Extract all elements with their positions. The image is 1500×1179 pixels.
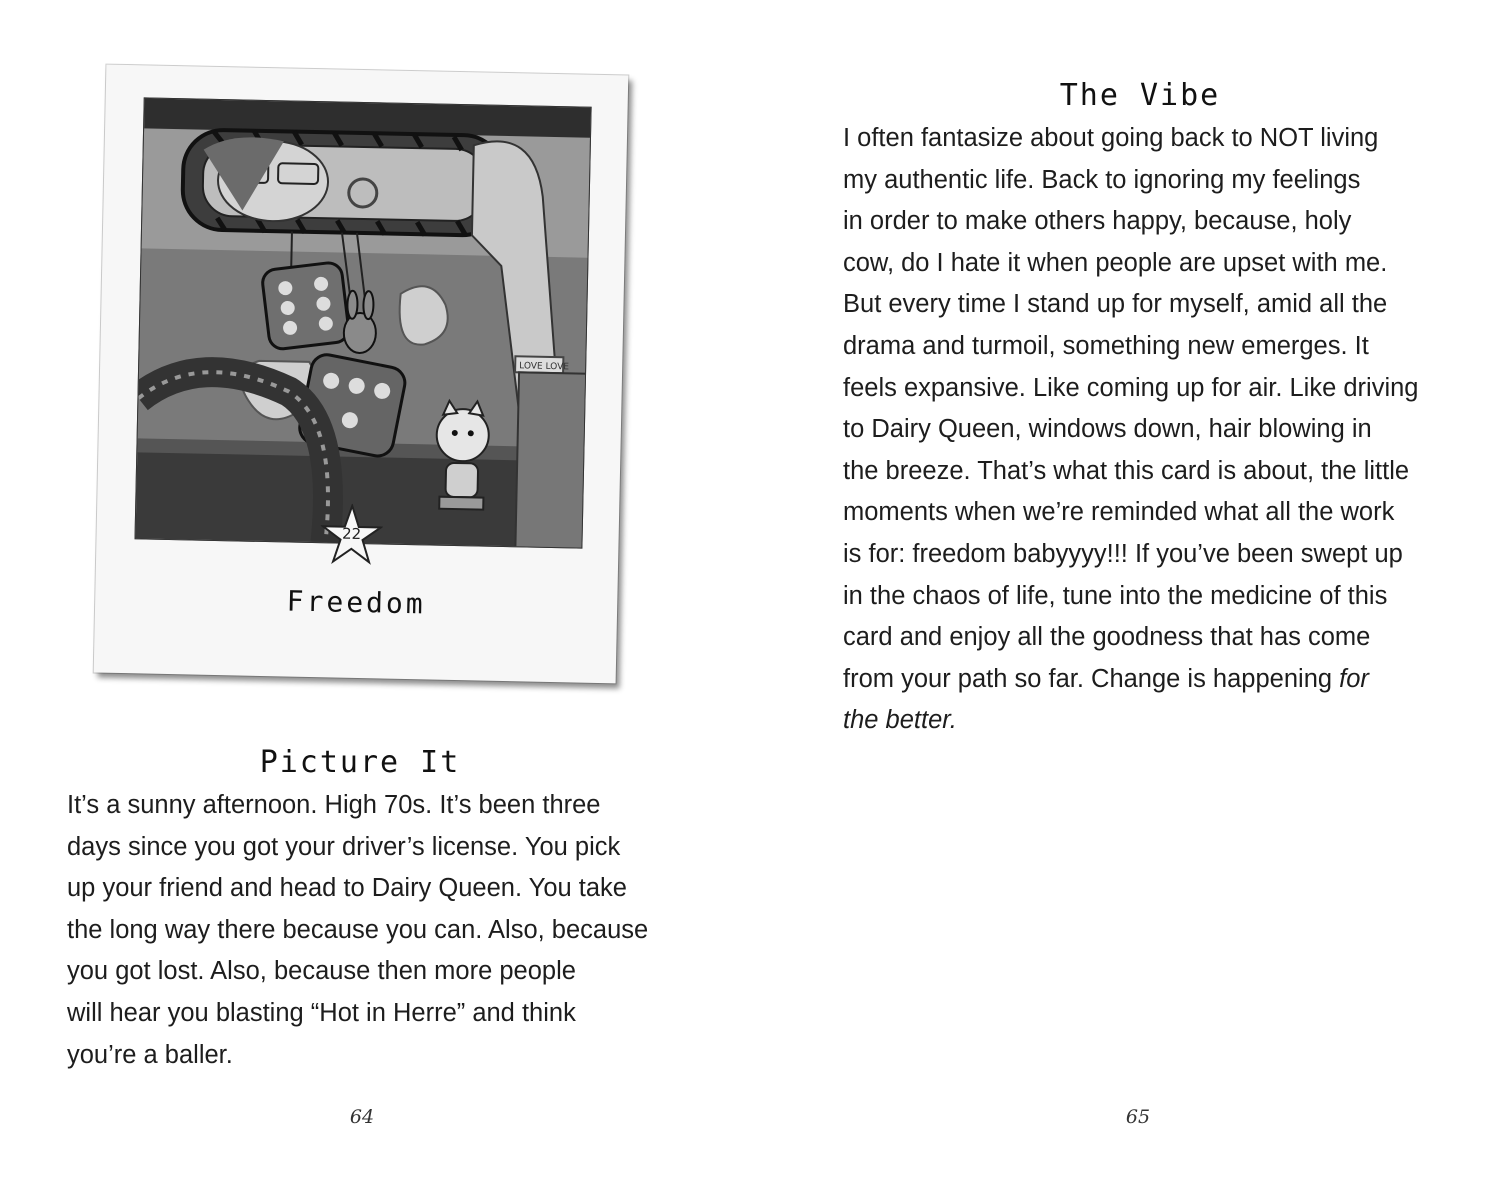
text-line: But every time I stand up for myself, amid all the [843,290,1388,319]
the-vibe-heading: The Vibe [1059,78,1221,113]
text-line: the long way there because you can. Also, because [67,915,649,944]
picture-it-heading: Picture It [259,745,461,780]
card-illustration [134,97,591,548]
text-segment: from your path so far. Change is happening [843,664,1340,693]
text-line: moments when we’re reminded what all the work [843,498,1395,527]
card-number: 22 [341,524,362,544]
text-line: days since you got your driver’s license. You pick [67,832,621,861]
card-title: Freedom [286,584,427,621]
emphasis-text: the better. [843,706,957,735]
text-line: It’s a sunny afternoon. High 70s. It’s been three [67,791,601,819]
text-line: will hear you blasting “Hot in Herre” and think [67,998,576,1027]
text-line: cow, do I hate it when people are upset with me. [843,248,1388,277]
text-line: is for: freedom babyyyy!!! If you’ve been swept up [843,539,1403,568]
bracelet-text: LOVE LOVE [519,361,570,373]
text-line: feels expansive. Like coming up for air. Like driving [843,373,1419,402]
text-line [843,659,1443,701]
text-line: card and enjoy all the goodness that has come [843,623,1371,652]
text-line: drama and turmoil, something new emerges. It [843,331,1369,360]
page-number: 65 [1125,1106,1151,1128]
text-line: to Dairy Queen, windows down, hair blowing in [843,415,1372,444]
text-line: my authentic life. Back to ignoring my feelings [843,165,1361,194]
page-number: 64 [349,1106,375,1128]
text-line: you got lost. Also, because then more people [67,957,576,986]
the-vibe-paragraph [843,118,1443,742]
emphasis-text: for [1339,664,1369,693]
text-line: the breeze. That’s what this card is about, the little [843,456,1410,485]
card-polaroid [94,65,629,684]
text-line: in the chaos of life, tune into the medicine of this [843,581,1388,610]
text-line: I often fantasize about going back to NOT living [843,124,1379,152]
text-line: up your friend and head to Dairy Queen. You take [67,874,627,903]
picture-it-paragraph [67,785,667,1076]
text-line: in order to make others happy, because, holy [843,207,1352,236]
right-page [750,0,1500,1179]
text-line: you’re a baller. [67,1040,233,1069]
